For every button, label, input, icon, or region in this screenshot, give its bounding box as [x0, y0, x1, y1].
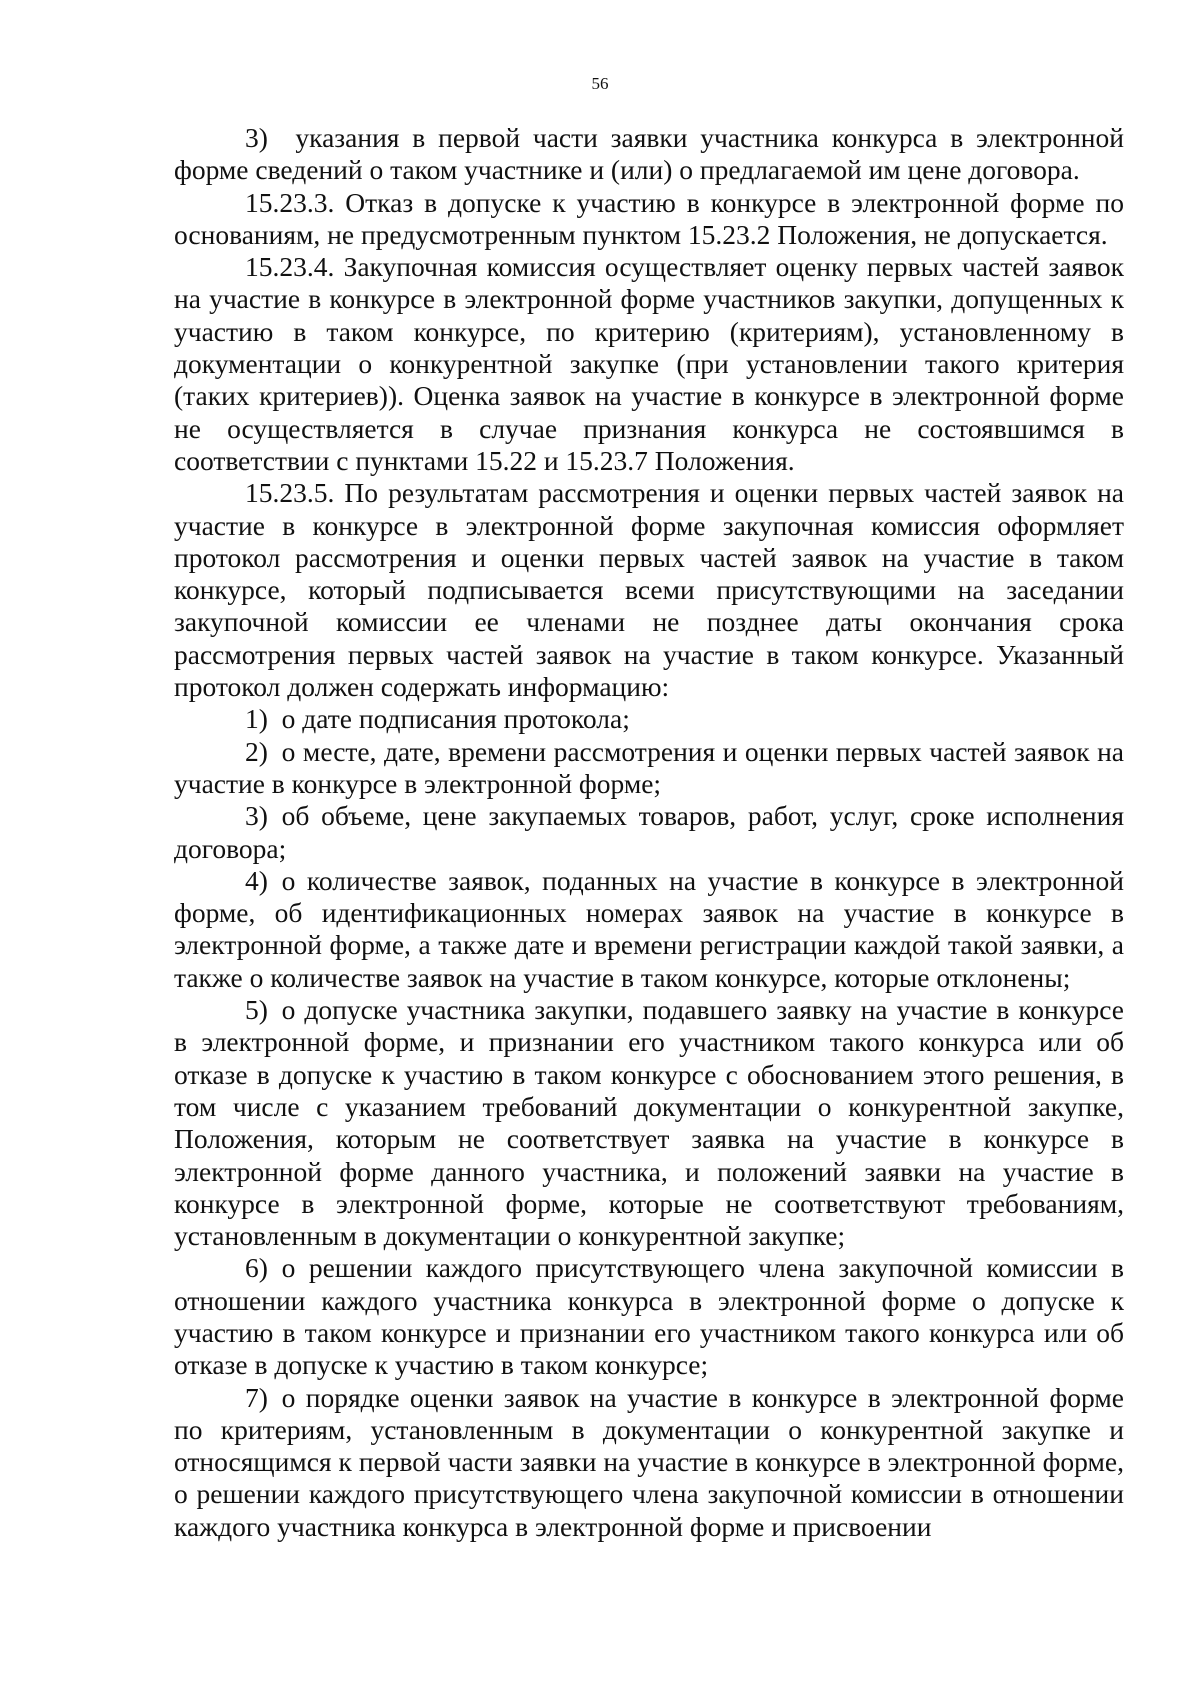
- clause-15-23-5: 15.23.5. По результатам рассмотрения и оценки первых частей заявок на участие в конкурсе в электронной форме закупочная комиссия оформляет протокол рассмотрения и оценки первых частей заявок на участие в таком конкурсе, который подписывается всеми присутствующими на заседании закупочной комиссии ее членами не позднее даты окончания срока рассмотрения первых частей заявок на участие в таком конкурсе. Указанный протокол должен содержать информацию:: [174, 477, 1124, 703]
- clause-15-23-3: 15.23.3. Отказ в допуске к участию в конкурсе в электронной форме по основаниям, не предусмотренным пунктом 15.23.2 Положения, не допускается.: [174, 186, 1124, 250]
- protocol-item-5: 5) о допуске участника закупки, подавшего заявку на участие в конкурсе в электронной форме, и признании его участником такого конкурса или об отказе в допуске к участию в таком конкурсе с обоснованием этого решения, в том числе с указанием требований документации о конкурентной закупке, Положения, которым не соответствует заявка на участие в конкурсе в электронной форме данного участника, и положений заявки на участие в конкурсе в электронной форме, которые не соответствуют требованиям, установленным в документации о конкурентной закупке;: [174, 994, 1124, 1252]
- protocol-item-4: 4) о количестве заявок, поданных на участие в конкурсе в электронной форме, об идентификационных номерах заявок на участие в конкурсе в электронной форме, а также дате и времени регистрации каждой такой заявки, а также о количестве заявок на участие в таком конкурсе, которые отклонены;: [174, 864, 1124, 993]
- list-item-3-first-part: 3) указания в первой части заявки участника конкурса в электронной форме сведений о таком участнике и (или) о предлагаемой им цене договора.: [174, 122, 1124, 186]
- page-body: [174, 122, 1124, 1543]
- page-number: 56: [591, 74, 609, 93]
- protocol-item-6: 6) о решении каждого присутствующего члена закупочной комиссии в отношении каждого участника конкурса в электронной форме о допуске к участию в таком конкурсе и признании его участником такого конкурса или об отказе в допуске к участию в таком конкурсе;: [174, 1252, 1124, 1381]
- protocol-item-1: 1) о дате подписания протокола;: [245, 703, 630, 735]
- protocol-item-2: 2) о месте, дате, времени рассмотрения и оценки первых частей заявок на участие в конкурсе в электронной форме;: [174, 735, 1124, 799]
- clause-15-23-4: 15.23.4. Закупочная комиссия осуществляет оценку первых частей заявок на участие в конкурсе в электронной форме участников закупки, допущенных к участию в таком конкурсе, по критерию (критериям), установленному в документации о конкурентной закупке (при установлении такого критерия (таких критериев)). Оценка заявок на участие в конкурсе в электронной форме не осуществляется в случае признания конкурса не состоявшимся в соответствии с пунктами 15.22 и 15.23.7 Положения.: [174, 251, 1124, 476]
- protocol-item-3: 3) об объеме, цене закупаемых товаров, работ, услуг, сроке исполнения договора;: [174, 800, 1124, 864]
- protocol-item-7: 7) о порядке оценки заявок на участие в конкурсе в электронной форме по критериям, установленным в документации о конкурентной закупке и относящимся к первой части заявки на участие в конкурсе в электронной форме, о решении каждого присутствующего члена закупочной комиссии в отношении каждого участника конкурса в электронной форме и присвоении: [174, 1381, 1124, 1542]
